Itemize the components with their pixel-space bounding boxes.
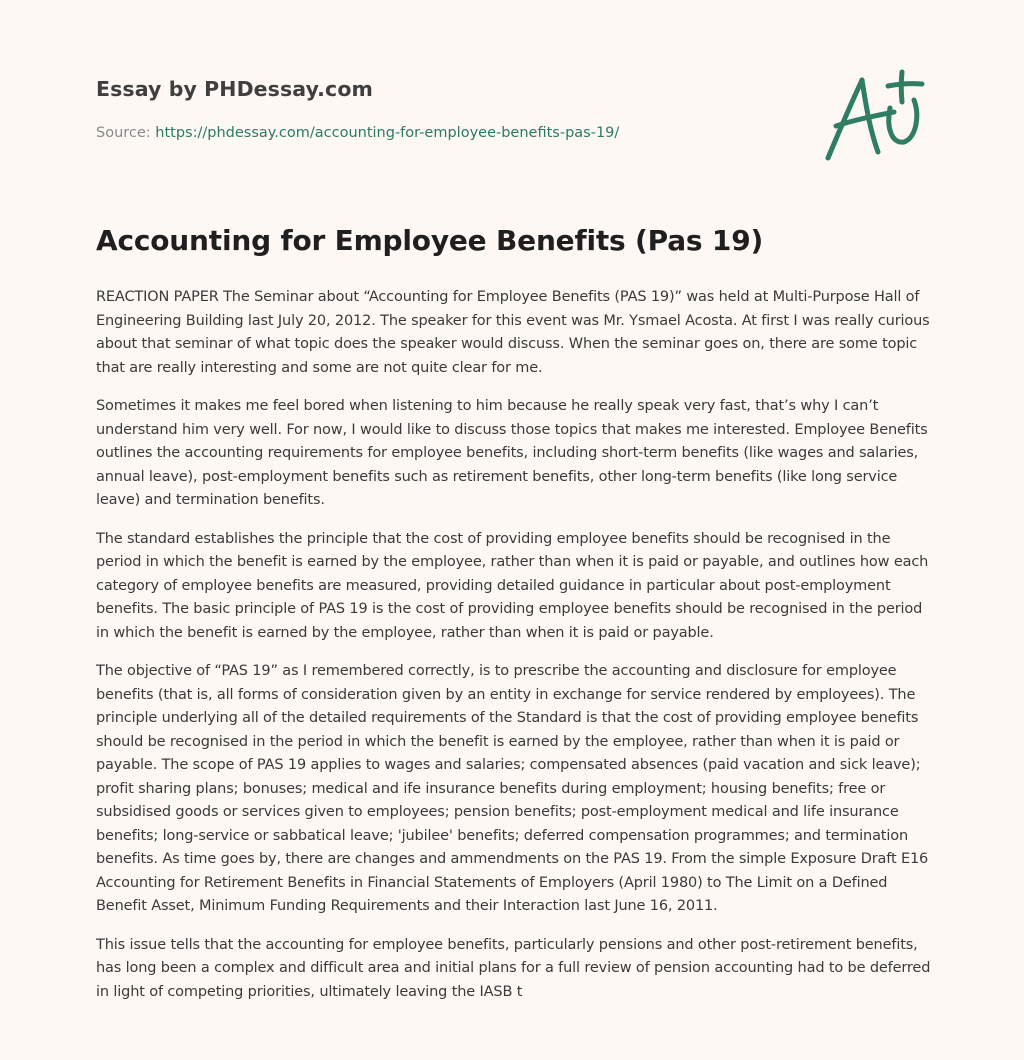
site-header [96, 77, 373, 101]
source-label: Source: [96, 125, 156, 141]
source-line [96, 125, 619, 141]
site-title: Essay by PHDessay.com [96, 77, 373, 101]
essay-paragraph: The objective of “PAS 19” as I remembered correctly, is to prescribe the accounting and disclosure for employee benefits (that is, all forms of consideration given by an entity in exchange for service rendered by employees). The principle underlying all of the detailed requirements of the Standard is that the cost of providing employee benefits should be recognised in the period in which the benefit is earned by the employee, rather than when it is paid or payable. The scope of PAS 19 applies to wages and salaries; compensated absences (paid vacation and sick leave); profit sharing plans; bonuses; medical and ife insurance benefits during employment; housing benefits; free or subsidised goods or services given to employees; pension benefits; post-employment medical and life insurance benefits; long-service or sabbatical leave; 'jubilee' benefits; deferred compensation programmes; and termination benefits. As time goes by, there are changes and ammendments on the PAS 19. From the simple Exposure Draft E16 Accounting for Retirement Benefits in Financial Statements of Employers (April 1980) to The Limit on a Defined Benefit Asset, Minimum Funding Requirements and their Interaction last June 16, 2011. [96, 663, 929, 914]
essay-body [96, 286, 934, 1019]
essay-title: Accounting for Employee Benefits (Pas 19) [96, 224, 764, 257]
essay-paragraph: Sometimes it makes me feel bored when listening to him because he really speak very fast, that’s why I can’t understand him very well. For now, I would like to discuss those topics that makes me interested. Employee Benefits outlines the accounting requirements for employee benefits, including short-term benefits (like wages and salaries, annual leave), post-employment benefits such as retirement benefits, other long-term benefits (like long service leave) and termination benefits. [96, 398, 928, 508]
source-link[interactable]: https://phdessay.com/accounting-for-employee-benefits-pas-19/ [155, 125, 620, 141]
essay-paragraph: REACTION PAPER The Seminar about “Accounting for Employee Benefits (PAS 19)” was held at Multi-Purpose Hall of Engineering Building last July 20, 2012. The speaker for this event was Mr. Ysmael Acosta. At first I was really curious about that seminar of what topic does the speaker would discuss. When the seminar goes on, there are some topic that are really interesting and some are not quite clear for me. [96, 289, 930, 376]
essay-paragraph: This issue tells that the accounting for employee benefits, particularly pensions and other post-retirement benefits, has long been a complex and difficult area and initial plans for a full review of pension accounting had to be deferred in light of competing priorities, ultimately leaving the IASB t [96, 936, 931, 1000]
essay-paragraph: The standard establishes the principle that the cost of providing employee benefits should be recognised in the period in which the benefit is earned by the employee, rather than when it is paid or payable, and outlines how each category of employee benefits are measured, providing detailed guidance in particular about post-employment benefits. The basic principle of PAS 19 is the cost of providing employee benefits should be recognised in the period in which the benefit is earned by the employee, rather than when it is paid or payable. [96, 530, 929, 641]
a-plus-grade-logo-icon [818, 66, 930, 164]
